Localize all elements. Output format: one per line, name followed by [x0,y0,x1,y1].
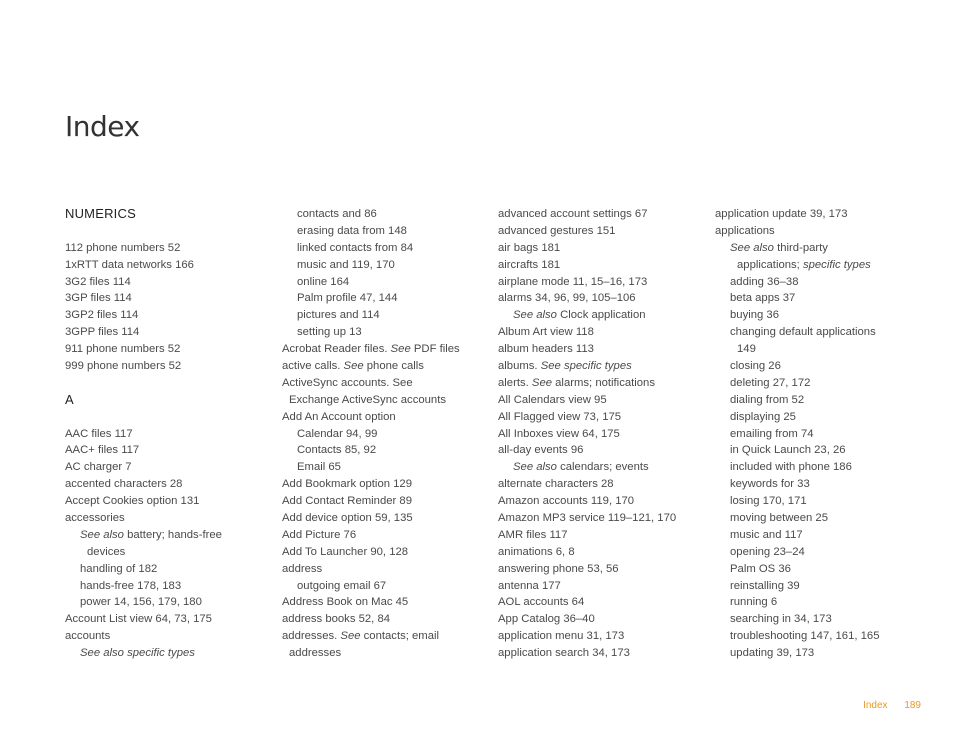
index-entry: 3GPP files 114 [65,326,140,339]
index-subentry: Calendar 94, 99 [297,427,378,440]
spacer [65,409,275,426]
index-entry: answering phone 53, 56 [498,562,619,575]
section-heading: NUMERICS [65,206,136,221]
index-entry: 3GP2 files 114 [65,309,139,322]
index-subentry: opening 23–24 [730,545,805,558]
index-subentry: adding 36–38 [730,275,799,288]
index-entry: album headers 113 [498,343,594,356]
spacer [65,375,275,392]
index-subentry: linked contacts from 84 [297,241,414,254]
index-entry: applications [715,224,775,237]
index-entry: 112 phone numbers 52 [65,241,181,254]
index-subentry: Email 65 [297,461,341,474]
index-entry: address [282,562,323,575]
index-subentry: changing default applications [730,326,876,339]
index-entry: animations 6, 8 [498,545,575,558]
index-subentry: setting up 13 [297,326,362,339]
index-subentry: music and 117 [730,528,803,541]
index-subentry: See also third-party [730,241,828,254]
index-entry: Accept Cookies option 131 [65,495,200,508]
index-subentry: erasing data from 148 [297,224,407,237]
index-entry: Add To Launcher 90, 128 [282,545,409,558]
index-entry: airplane mode 11, 15–16, 173 [498,275,648,288]
index-subentry: running 6 [730,596,778,609]
index-entry-continuation: Exchange ActiveSync accounts [289,393,446,406]
page-number: 189 [904,700,921,711]
index-entry: AC charger 7 [65,461,132,474]
index-entry-continuation: addresses [289,647,342,660]
index-entry: Add Contact Reminder 89 [282,495,412,508]
index-entry: 911 phone numbers 52 [65,343,181,356]
index-subentry: applications; specific types [737,258,871,271]
index-entry: Acrobat Reader files. See PDF files [282,343,460,356]
index-subentry: moving between 25 [730,512,828,525]
index-subentry: in Quick Launch 23, 26 [730,444,846,457]
index-subentry: power 14, 156, 179, 180 [80,596,202,609]
index-subentry: Palm OS 36 [730,562,791,575]
index-subentry: handling of 182 [80,562,158,575]
index-subentry: Palm profile 47, 144 [297,292,398,305]
index-entry: alternate characters 28 [498,478,614,491]
index-entry: Album Art view 118 [498,326,594,339]
index-subentry: outgoing email 67 [297,579,387,592]
page-footer [863,700,921,711]
index-entry: Add An Account option [282,410,396,423]
index-entry: application update 39, 173 [715,208,848,220]
index-subentry: contacts and 86 [297,208,377,220]
index-subentry: online 164 [297,275,350,288]
index-entry: antenna 177 [498,579,561,592]
index-subentry: included with phone 186 [730,461,852,474]
section-heading: A [65,391,74,407]
index-entry: Add device option 59, 135 [282,512,413,525]
index-entry: alerts. See alarms; notifications [498,376,655,389]
index-subentry: deleting 27, 172 [730,376,811,389]
index-entry: accented characters 28 [65,478,183,491]
index-entry: advanced account settings 67 [498,208,648,220]
index-entry: 999 phone numbers 52 [65,360,182,373]
index-subentry: See also battery; hands-free [80,528,222,541]
index-subentry: displaying 25 [730,410,796,423]
index-subentry: reinstalling 39 [730,579,800,592]
index-subentry: buying 36 [730,309,779,322]
spacer [65,223,275,240]
index-entry: 1xRTT data networks 166 [65,258,194,271]
index-subentry: Contacts 85, 92 [297,444,377,457]
index-subentry: music and 119, 170 [297,258,395,271]
index-entry: AAC files 117 [65,427,133,440]
index-subentry: dialing from 52 [730,393,805,406]
index-subentry: devices [87,545,126,558]
index-entry: AMR files 117 [498,528,568,541]
index-entry: All Flagged view 73, 175 [498,410,622,423]
index-entry: address books 52, 84 [282,613,391,626]
index-entry: 3GP files 114 [65,292,132,305]
index-subentry: See also calendars; events [513,461,649,474]
index-subentry: searching in 34, 173 [730,613,832,626]
index-subentry: hands-free 178, 183 [80,579,182,592]
index-subentry: See also Clock application [513,309,646,322]
index-entry: air bags 181 [498,241,561,254]
index-entry: Add Picture 76 [282,528,357,541]
index-entry: advanced gestures 151 [498,224,616,237]
index-entry: accessories [65,512,125,525]
index-subentry: closing 26 [730,360,781,373]
index-entry: AAC+ files 117 [65,444,140,457]
index-entry: aircrafts 181 [498,258,561,271]
index-entry: accounts [65,630,111,643]
index-subentry: beta apps 37 [730,292,796,305]
index-subentry: updating 39, 173 [730,647,815,660]
index-entry: Address Book on Mac 45 [282,596,409,609]
index-subentry: pictures and 114 [297,309,380,322]
index-subentry: troubleshooting 147, 161, 165 [730,630,880,643]
index-entry: All Calendars view 95 [498,393,607,406]
index-entry: Add Bookmark option 129 [282,478,412,491]
index-subentry: keywords for 33 [730,478,810,491]
index-subentry: See also specific types [80,647,195,660]
index-entry: Amazon MP3 service 119–121, 170 [498,512,677,525]
index-entry: albums. See specific types [498,360,632,373]
index-entry: application menu 31, 173 [498,630,625,643]
footer-label: Index [863,700,888,711]
index-entry: AOL accounts 64 [498,596,585,609]
index-entry: alarms 34, 96, 99, 105–106 [498,292,636,305]
index-entry: application search 34, 173 [498,647,630,660]
index-entry: App Catalog 36–40 [498,613,595,626]
index-entry: active calls. See phone calls [282,360,424,373]
index-subentry: 149 [737,343,756,356]
index-subentry: losing 170, 171 [730,495,807,508]
index-column-4 [715,206,925,662]
index-subentry: emailing from 74 [730,427,814,440]
index-column-1 [65,206,275,662]
index-entry: 3G2 files 114 [65,275,131,288]
index-entry: Amazon accounts 119, 170 [498,495,635,508]
index-entry: all-day events 96 [498,444,584,457]
index-entry: Account List view 64, 73, 175 [65,613,212,626]
page-title: Index [65,110,140,143]
index-column-2 [282,206,492,662]
index-entry: ActiveSync accounts. See [282,376,413,389]
index-column-3 [498,206,708,662]
index-entry: All Inboxes view 64, 175 [498,427,620,440]
index-entry: addresses. See contacts; email [282,630,439,643]
